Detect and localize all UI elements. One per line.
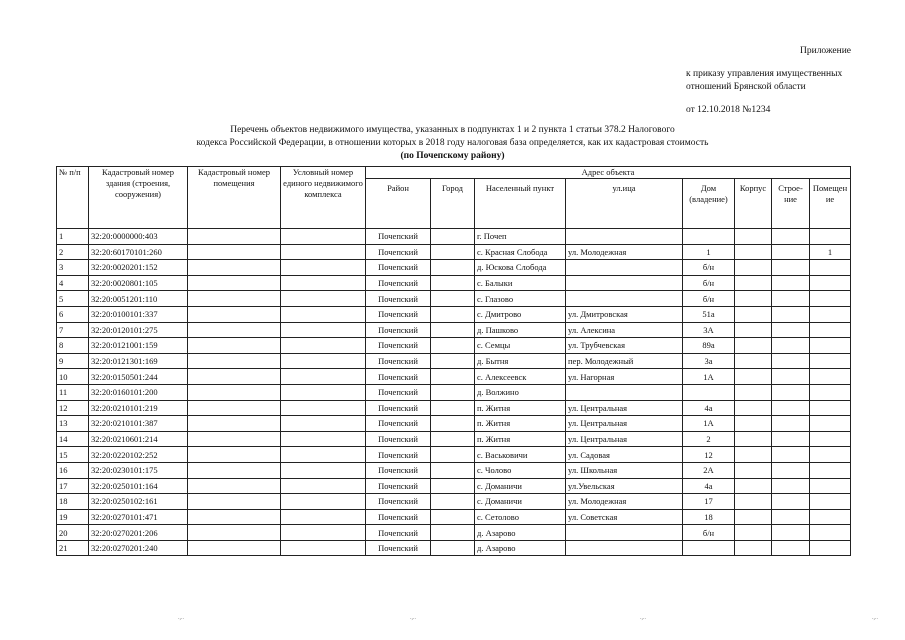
building-cell [735,478,772,494]
locality-cell: д. Юскова Слобода [475,260,566,276]
room-cell [810,431,851,447]
street-cell: ул. Советская [566,509,683,525]
house-cell [683,540,735,556]
row-num-cell: 8 [57,338,89,354]
house-cell: б/н [683,275,735,291]
cond-number-cell [281,525,366,541]
district-cell: Почепский [366,369,431,385]
header-house: Дом (владение) [683,179,735,229]
locality-cell: с. Глазово [475,291,566,307]
house-cell: 4а [683,478,735,494]
table-row [57,260,851,276]
house-cell: 1А [683,416,735,432]
district-cell: Почепский [366,416,431,432]
building-cell [735,322,772,338]
row-num-cell: 4 [57,275,89,291]
locality-cell: г. Почеп [475,229,566,245]
street-cell: пер. Молодежный [566,353,683,369]
cad-room-number-cell [188,244,281,260]
table-row [57,462,851,478]
structure-cell [772,447,810,463]
city-cell [431,384,475,400]
cad-building-number-cell: 32:20:0210601:214 [89,431,188,447]
table-row [57,229,851,245]
locality-cell: п. Житня [475,416,566,432]
street-cell: ул.Увельская [566,478,683,494]
cond-number-cell [281,353,366,369]
district-cell: Почепский [366,229,431,245]
row-num-cell: 9 [57,353,89,369]
cond-number-cell [281,416,366,432]
street-cell [566,384,683,400]
document-title-line1: Перечень объектов недвижимого имущества, указанных в подпунктах 1 и 2 пункта 1 статьи 378.2 Налогового [230,125,675,135]
house-cell: 1А [683,369,735,385]
cond-number-cell [281,384,366,400]
district-cell: Почепский [366,478,431,494]
cond-number-cell [281,400,366,416]
table-row [57,353,851,369]
structure-cell [772,431,810,447]
room-cell [810,462,851,478]
locality-cell: д. Азарово [475,525,566,541]
building-cell [735,400,772,416]
cad-building-number-cell: 32:20:0250102:161 [89,494,188,510]
city-cell [431,431,475,447]
building-cell [735,229,772,245]
cad-room-number-cell [188,229,281,245]
building-cell [735,416,772,432]
building-cell [735,384,772,400]
cond-number-cell [281,338,366,354]
cad-room-number-cell [188,525,281,541]
locality-cell: д. Волжино [475,384,566,400]
cad-building-number-cell: 32:20:0160101:200 [89,384,188,400]
district-cell: Почепский [366,291,431,307]
table-row [57,244,851,260]
table-row [57,494,851,510]
structure-cell [772,384,810,400]
district-cell: Почепский [366,400,431,416]
row-num-cell: 15 [57,447,89,463]
row-num-cell: 14 [57,431,89,447]
house-cell: 17 [683,494,735,510]
city-cell [431,229,475,245]
structure-cell [772,369,810,385]
room-cell [810,322,851,338]
table-row [57,338,851,354]
table-row [57,540,851,556]
locality-cell: с. Балыки [475,275,566,291]
structure-cell [772,353,810,369]
district-cell: Почепский [366,244,431,260]
cond-number-cell [281,494,366,510]
locality-cell: с. Алексеевск [475,369,566,385]
district-cell: Почепский [366,306,431,322]
room-cell [810,384,851,400]
order-date: от 12.10.2018 №1234 [686,105,771,115]
table-row [57,416,851,432]
room-cell [810,275,851,291]
header-building: Корпус [735,179,772,229]
row-num-cell: 3 [57,260,89,276]
city-cell [431,369,475,385]
building-cell [735,275,772,291]
district-cell: Почепский [366,447,431,463]
cond-number-cell [281,322,366,338]
locality-cell: с. Семцы [475,338,566,354]
room-cell [810,540,851,556]
cad-room-number-cell [188,400,281,416]
structure-cell [772,494,810,510]
district-cell: Почепский [366,509,431,525]
cad-room-number-cell [188,322,281,338]
street-cell: ул. Центральная [566,400,683,416]
locality-cell: д. Пашково [475,322,566,338]
cad-building-number-cell: 32:20:0121301:169 [89,353,188,369]
row-num-cell: 16 [57,462,89,478]
header-city: Город [431,179,475,229]
room-cell [810,447,851,463]
structure-cell [772,260,810,276]
room-cell [810,353,851,369]
table-row [57,384,851,400]
city-cell [431,462,475,478]
street-cell: ул. Садовая [566,447,683,463]
district-cell: Почепский [366,353,431,369]
header-room: Помещен ие [810,179,851,229]
document-title-district: (по Почепскому району) [400,151,505,161]
house-cell: 3А [683,322,735,338]
cad-building-number-cell: 32:20:0210101:219 [89,400,188,416]
cond-number-cell [281,260,366,276]
table-row [57,447,851,463]
header-locality: Населенный пункт [475,179,566,229]
order-reference-line1: к приказу управления имущественных [686,69,843,79]
cad-building-number-cell: 32:20:0210101:387 [89,416,188,432]
locality-cell: д. Азарово [475,540,566,556]
city-cell [431,306,475,322]
locality-cell: с. Доманичи [475,494,566,510]
header-street: ул.ица [566,179,683,229]
cond-number-cell [281,478,366,494]
cad-room-number-cell [188,338,281,354]
room-cell [810,291,851,307]
header-cond-number: Условный номер единого недвижимого комплекса [281,167,366,229]
building-cell [735,244,772,260]
district-cell: Почепский [366,275,431,291]
property-list-table [56,166,851,556]
cad-building-number-cell: 32:20:0270201:240 [89,540,188,556]
structure-cell [772,462,810,478]
structure-cell [772,400,810,416]
city-cell [431,275,475,291]
room-cell [810,416,851,432]
header-address: Адрес объекта [366,167,851,179]
district-cell: Почепский [366,540,431,556]
cad-building-number-cell: 32:20:0250101:164 [89,478,188,494]
row-num-cell: 7 [57,322,89,338]
table-row [57,291,851,307]
cad-building-number-cell: 32:20:0020201:152 [89,260,188,276]
cad-building-number-cell: 32:20:60170101:260 [89,244,188,260]
cond-number-cell [281,275,366,291]
row-num-cell: 20 [57,525,89,541]
cad-room-number-cell [188,540,281,556]
building-cell [735,494,772,510]
building-cell [735,509,772,525]
building-cell [735,431,772,447]
locality-cell: д. Бытня [475,353,566,369]
cad-building-number-cell: 32:20:0020801:105 [89,275,188,291]
locality-cell: с. Чолово [475,462,566,478]
table-row [57,525,851,541]
building-cell [735,525,772,541]
house-cell: 4а [683,400,735,416]
building-cell [735,447,772,463]
room-cell [810,478,851,494]
district-cell: Почепский [366,494,431,510]
cond-number-cell [281,447,366,463]
structure-cell [772,306,810,322]
row-num-cell: 10 [57,369,89,385]
table-row [57,509,851,525]
row-num-cell: 1 [57,229,89,245]
room-cell [810,260,851,276]
order-reference-line2: отношений Брянской области [686,82,806,92]
cad-room-number-cell [188,431,281,447]
cad-room-number-cell [188,353,281,369]
city-cell [431,478,475,494]
house-cell: 51а [683,306,735,322]
building-cell [735,338,772,354]
cond-number-cell [281,431,366,447]
cad-building-number-cell: 32:20:0220102:252 [89,447,188,463]
cad-building-number-cell: 32:20:0270101:471 [89,509,188,525]
district-cell: Почепский [366,260,431,276]
cad-room-number-cell [188,416,281,432]
city-cell [431,447,475,463]
cad-room-number-cell [188,384,281,400]
cond-number-cell [281,540,366,556]
city-cell [431,509,475,525]
structure-cell [772,244,810,260]
city-cell [431,400,475,416]
header-district: Район [366,179,431,229]
house-cell: 1 [683,244,735,260]
structure-cell [772,229,810,245]
street-cell [566,260,683,276]
district-cell: Почепский [366,462,431,478]
house-cell: 3а [683,353,735,369]
cad-building-number-cell: 32:20:0100101:337 [89,306,188,322]
cond-number-cell [281,369,366,385]
table-row [57,478,851,494]
street-cell: ул. Центральная [566,431,683,447]
cond-number-cell [281,509,366,525]
table-row [57,400,851,416]
building-cell [735,306,772,322]
room-cell [810,509,851,525]
street-cell [566,540,683,556]
row-num-cell: 6 [57,306,89,322]
street-cell [566,229,683,245]
locality-cell: п. Житня [475,400,566,416]
row-num-cell: 13 [57,416,89,432]
cad-room-number-cell [188,494,281,510]
cad-building-number-cell: 32:20:0051201:110 [89,291,188,307]
cad-room-number-cell [188,260,281,276]
street-cell [566,525,683,541]
structure-cell [772,540,810,556]
house-cell: 2А [683,462,735,478]
cad-room-number-cell [188,291,281,307]
house-cell: 18 [683,509,735,525]
header-cad-room: Кадастровый номер помещения [188,167,281,229]
house-cell [683,384,735,400]
structure-cell [772,338,810,354]
house-cell: 89а [683,338,735,354]
structure-cell [772,478,810,494]
house-cell: 2 [683,431,735,447]
structure-cell [772,322,810,338]
cad-room-number-cell [188,478,281,494]
locality-cell: с. Сетолово [475,509,566,525]
cad-building-number-cell: 32:20:0270201:206 [89,525,188,541]
cond-number-cell [281,462,366,478]
city-cell [431,353,475,369]
district-cell: Почепский [366,431,431,447]
locality-cell: с. Доманичи [475,478,566,494]
building-cell [735,291,772,307]
structure-cell [772,291,810,307]
table-row [57,322,851,338]
building-cell [735,260,772,276]
street-cell: ул. Нагорная [566,369,683,385]
room-cell [810,525,851,541]
cond-number-cell [281,244,366,260]
row-num-cell: 18 [57,494,89,510]
cond-number-cell [281,229,366,245]
row-num-cell: 2 [57,244,89,260]
city-cell [431,244,475,260]
row-num-cell: 19 [57,509,89,525]
locality-cell: с. Васьковичи [475,447,566,463]
table-row [57,431,851,447]
cad-room-number-cell [188,369,281,385]
header-num: № п/п [57,167,89,229]
house-cell: 12 [683,447,735,463]
house-cell: б/н [683,260,735,276]
cond-number-cell [281,306,366,322]
street-cell: ул. Молодежная [566,494,683,510]
street-cell: ул. Молодежная [566,244,683,260]
room-cell [810,494,851,510]
house-cell [683,229,735,245]
cad-building-number-cell: 32:20:0000000:403 [89,229,188,245]
street-cell: ул. Алексина [566,322,683,338]
annex-label: Приложение [800,46,851,56]
city-cell [431,338,475,354]
room-cell [810,338,851,354]
city-cell [431,416,475,432]
structure-cell [772,509,810,525]
cad-room-number-cell [188,462,281,478]
city-cell [431,291,475,307]
district-cell: Почепский [366,338,431,354]
building-cell [735,369,772,385]
cad-room-number-cell [188,275,281,291]
row-num-cell: 11 [57,384,89,400]
house-cell: б/н [683,525,735,541]
table-row [57,275,851,291]
building-cell [735,540,772,556]
locality-cell: с. Дмитрово [475,306,566,322]
table-row [57,369,851,385]
street-cell: ул. Дмитровская [566,306,683,322]
city-cell [431,494,475,510]
district-cell: Почепский [366,525,431,541]
cad-building-number-cell: 32:20:0120101:275 [89,322,188,338]
header-cad-building: Кадастровый номер здания (строения, сооружения) [89,167,188,229]
row-num-cell: 17 [57,478,89,494]
street-cell [566,275,683,291]
header-structure: Строе-ние [772,179,810,229]
cad-room-number-cell [188,447,281,463]
cad-building-number-cell: 32:20:0121001:159 [89,338,188,354]
cond-number-cell [281,291,366,307]
structure-cell [772,525,810,541]
cad-room-number-cell [188,306,281,322]
house-cell: б/н [683,291,735,307]
row-num-cell: 5 [57,291,89,307]
structure-cell [772,416,810,432]
room-cell [810,306,851,322]
locality-cell: п. Житня [475,431,566,447]
building-cell [735,462,772,478]
city-cell [431,322,475,338]
district-cell: Почепский [366,384,431,400]
locality-cell: с. Красная Слобода [475,244,566,260]
table-row [57,306,851,322]
room-cell [810,369,851,385]
street-cell: ул. Школьная [566,462,683,478]
street-cell [566,291,683,307]
cad-building-number-cell: 32:20:0150501:244 [89,369,188,385]
building-cell [735,353,772,369]
city-cell [431,525,475,541]
street-cell: ул. Трубчевская [566,338,683,354]
city-cell [431,260,475,276]
document-title-line2: кодекса Российской Федерации, в отношении которых в 2018 году налоговая база определяется, как их кадастровая стоимость [196,138,709,148]
district-cell: Почепский [366,322,431,338]
row-num-cell: 21 [57,540,89,556]
cad-building-number-cell: 32:20:0230101:175 [89,462,188,478]
street-cell: ул. Центральная [566,416,683,432]
room-cell [810,229,851,245]
room-cell [810,400,851,416]
cad-room-number-cell [188,509,281,525]
structure-cell [772,275,810,291]
room-cell: 1 [810,244,851,260]
row-num-cell: 12 [57,400,89,416]
city-cell [431,540,475,556]
